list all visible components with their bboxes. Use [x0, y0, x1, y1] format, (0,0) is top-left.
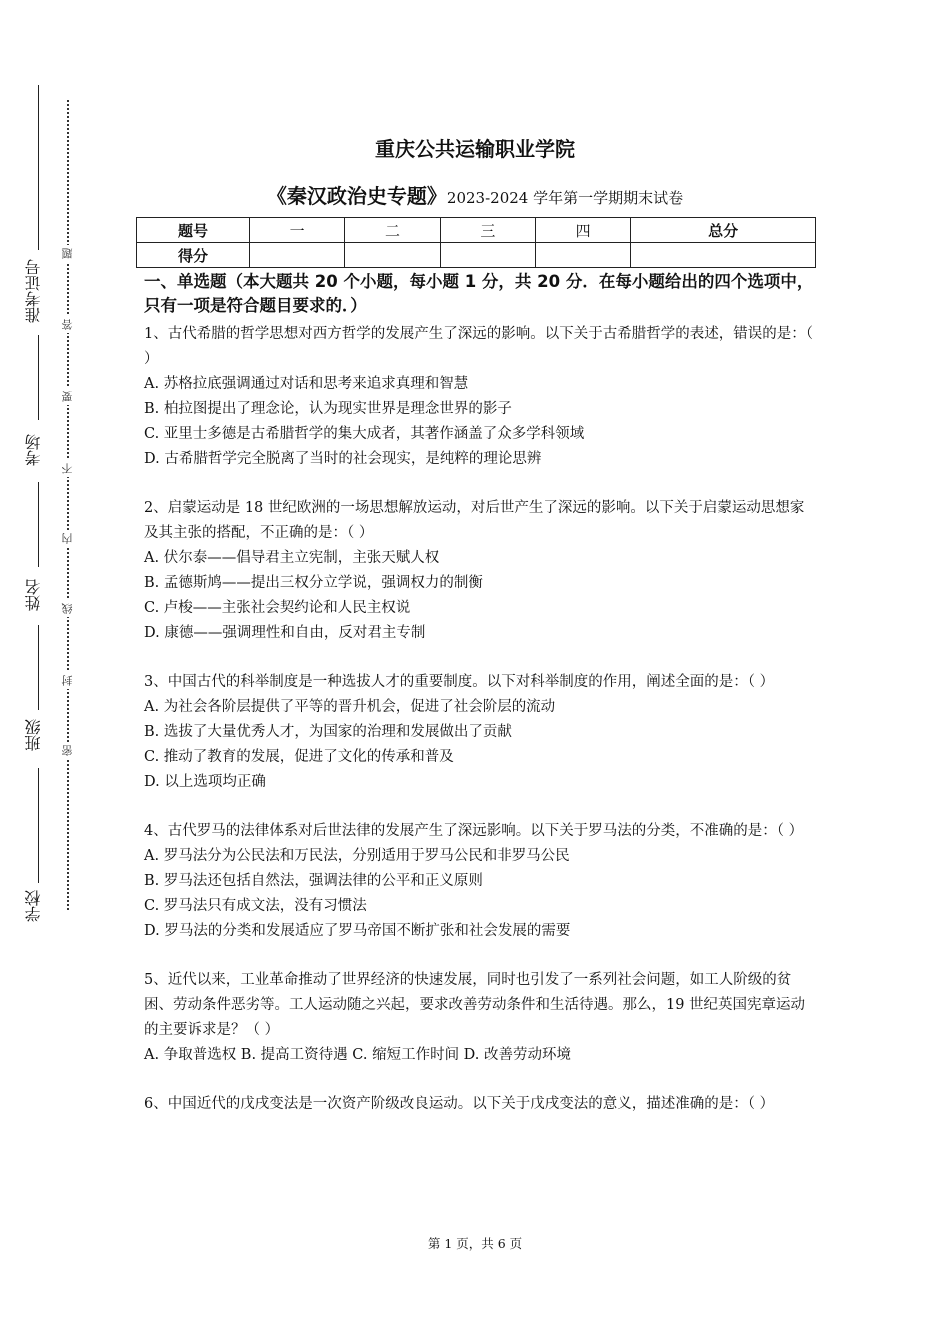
option-c: C. 罗马法只有成文法，没有习惯法	[144, 898, 367, 914]
option-a: A. 伏尔泰——倡导君主立宪制，主张天赋人权	[144, 550, 440, 566]
score-header-cell: 题号	[137, 218, 250, 243]
score-header-cell: 总分	[631, 218, 816, 243]
score-header-cell: 一	[250, 218, 345, 243]
score-table-score-row	[137, 243, 816, 268]
score-header-cell: 三	[440, 218, 535, 243]
option-d: D. 罗马法的分类和发展适应了罗马帝国不断扩张和社会发展的需要	[144, 923, 571, 939]
option-b: B. 选拔了大量优秀人才，为国家的治理和发展做出了贡献	[144, 724, 512, 740]
section-title: 一、单选题（本大题共 20 个小题，每小题 1 分，共 20 分．在每小题给出的四个选项中，只有一项是符合题目要求的．）	[144, 272, 814, 315]
seal-char: 线	[60, 600, 76, 617]
binding-line	[38, 85, 39, 250]
option-c: C. 推动了教育的发展，促进了文化的传承和普及	[144, 749, 454, 765]
school-field-label: 学校	[22, 886, 45, 926]
exam-subtitle	[0, 180, 950, 209]
question-stem: 4、古代罗马的法律体系对后世法律的发展产生了深远影响。以下关于罗马法的分类，不准确的是：（ ）	[144, 823, 804, 839]
option-b: B. 孟德斯鸠——提出三权分立学说，强调权力的制衡	[144, 575, 483, 591]
option-c: C. 卢梭——主张社会契约论和人民主权说	[144, 600, 411, 616]
option-a: A. 为社会各阶层提供了平等的晋升机会，促进了社会阶层的流动	[144, 699, 556, 715]
score-cell	[535, 243, 630, 268]
seal-char: 密	[60, 742, 76, 759]
score-table-header-row	[137, 218, 816, 243]
score-cell	[440, 243, 535, 268]
course-title: 《秦汉政治史专题》	[266, 184, 447, 208]
page-footer: 第 1 页，共 6 页	[427, 1236, 523, 1251]
option-a: A. 苏格拉底强调通过对话和思考来追求真理和智慧	[144, 376, 469, 392]
question-1	[144, 322, 814, 472]
seal-char: 封	[60, 672, 76, 689]
score-cell	[250, 243, 345, 268]
seal-char: 内	[60, 530, 76, 547]
option-b: B. 罗马法还包括自然法，强调法律的公平和正义原则	[144, 873, 483, 889]
exam-content	[144, 270, 814, 1141]
school-title: 重庆公共运输职业学院	[375, 137, 575, 161]
option-b: B. 柏拉图提出了理念论，认为现实世界是理念世界的影子	[144, 401, 512, 417]
student-name-label: 姓名	[22, 575, 45, 615]
seal-char: 不	[60, 460, 76, 477]
question-2	[144, 496, 814, 646]
score-row-label: 得分	[137, 243, 250, 268]
option-d: D. 以上选项均正确	[144, 774, 266, 790]
option-d: D. 古希腊哲学完全脱离了当时的社会现实，是纯粹的理论思辨	[144, 451, 542, 467]
options-inline: A. 争取普选权 B. 提高工资待遇 C. 缩短工作时间 D. 改善劳动环境	[144, 1047, 572, 1063]
score-cell	[631, 243, 816, 268]
question-6	[144, 1092, 814, 1117]
score-header-cell: 二	[345, 218, 440, 243]
score-cell	[345, 243, 440, 268]
exam-room-label: 考场	[22, 430, 45, 470]
question-5	[144, 968, 814, 1068]
class-label: 班级	[22, 715, 45, 755]
binding-line	[38, 625, 39, 710]
score-header-cell: 四	[535, 218, 630, 243]
score-table	[136, 217, 816, 268]
question-4	[144, 819, 814, 944]
question-stem: 2、启蒙运动是 18 世纪欧洲的一场思想解放运动，对后世产生了深远的影响。以下关于启蒙运动思想家及其主张的搭配，不正确的是：（ ）	[144, 500, 805, 541]
term-label: 2023-2024 学年第一学期期末试卷	[446, 189, 684, 207]
binding-line	[38, 768, 39, 883]
question-stem: 3、中国古代的科举制度是一种选拔人才的重要制度。以下对科举制度的作用，阐述全面的是：（ ）	[144, 674, 775, 690]
seal-char: 题	[60, 245, 76, 262]
exam-id-label: 准考证号	[22, 255, 45, 327]
seal-char: 要	[60, 388, 76, 405]
question-stem: 1、古代希腊的哲学思想对西方哲学的发展产生了深远的影响。以下关于古希腊哲学的表述，错误的是：（ ）	[144, 326, 813, 367]
binding-line	[38, 482, 39, 567]
question-3	[144, 670, 814, 795]
question-stem: 5、近代以来，工业革命推动了世界经济的快速发展，同时也引发了一系列社会问题，如工人阶级的贫困、劳动条件恶劣等。工人运动随之兴起，要求改善劳动条件和生活待遇。那么，19 世纪英国宪章运动的主要诉求是？（ ）	[144, 972, 806, 1038]
option-a: A. 罗马法分为公民法和万民法，分别适用于罗马公民和非罗马公民	[144, 848, 570, 864]
seal-dotted-line	[67, 100, 69, 910]
option-d: D. 康德——强调理性和自由，反对君主专制	[144, 625, 426, 641]
option-c: C. 亚里士多德是古希腊哲学的集大成者，其著作涵盖了众多学科领域	[144, 426, 585, 442]
question-stem: 6、中国近代的戊戌变法是一次资产阶级改良运动。以下关于戊戌变法的意义，描述准确的是：（ ）	[144, 1096, 775, 1112]
binding-line	[38, 335, 39, 420]
seal-char: 答	[60, 316, 76, 333]
